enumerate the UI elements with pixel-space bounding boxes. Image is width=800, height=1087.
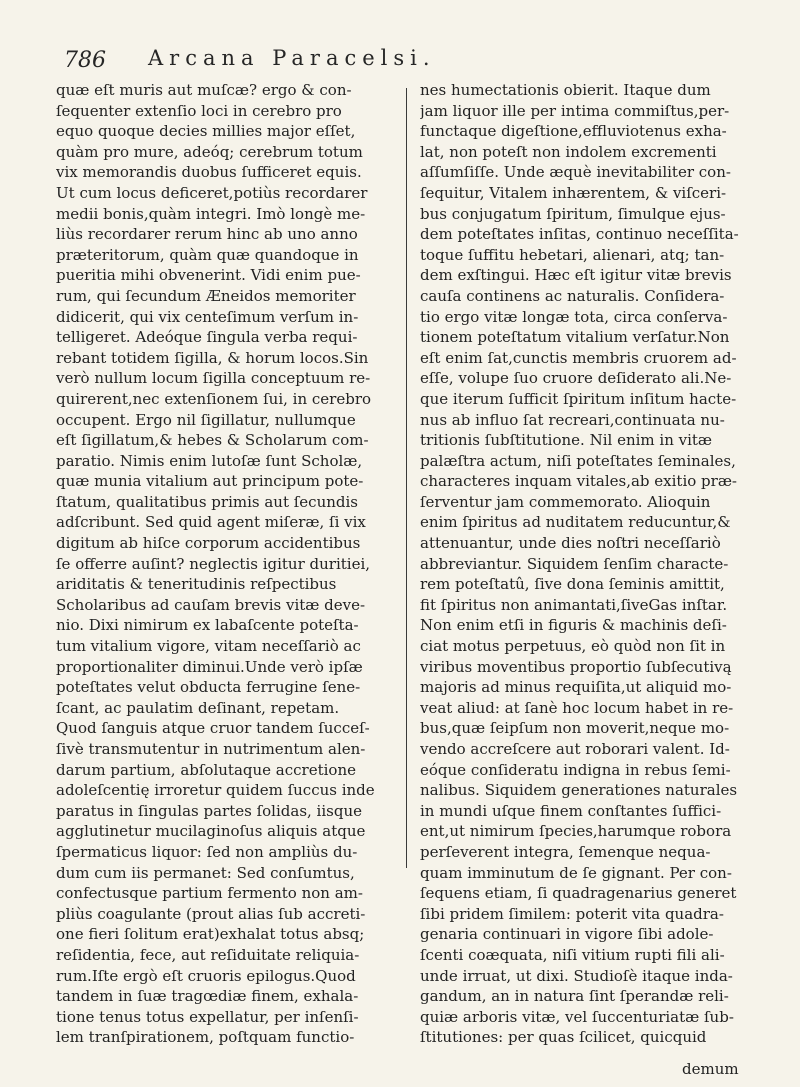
text-line: quæ munia vitalium aut principum pote- [56,472,364,491]
text-line: telligeret. Adeóque ſingula verba requi- [56,328,358,347]
text-line: rum, qui ſecundum Æneidos memoriter [56,286,356,305]
text-line: dem poteſtates inſitas, continuo neceſſita- [420,225,739,244]
text-line: que iterum ſufficit ſpiritum inſitum hacte- [420,389,737,408]
text-line: ſe offerre auſint? neglectis igitur duritiei, [56,554,371,573]
text-line: ſtitutiones: per quas ſcilicet, quicquid [420,1028,707,1047]
text-line: abbreviantur. Siquidem ſenſim characte- [420,554,729,573]
text-line: præteritorum, quàm quæ quandoque in [56,245,359,264]
text-line: vix memorandis duobus ſufficeret equis. [56,163,362,182]
text-line: pliùs coagulante (prout alias ſub accreti- [56,904,366,923]
text-line: eſſe, volupe ſuo cruore deſiderato ali.Ne- [420,369,732,388]
text-line: tum vitalium vigore, vitam neceſſariò ac [56,637,361,656]
text-line: ſcant, ac paulatim deſinant, repetam. [56,698,340,717]
text-line: Ut cum locus deficeret,potiùs recordarer [56,183,368,202]
text-line: fit ſpiritus non animantati,ſiveGas inſtar. [420,595,728,614]
text-line: genaria continuari in vigore ſibi adole- [420,925,714,944]
text-line: unde irruat, ut dixi. Studioſè itaque inda- [420,966,733,985]
text-line: jam liquor ille per intima commiſtus,per- [420,101,730,120]
text-line: rebant totidem ſigilla, & horum locos.Sin [56,348,369,367]
text-line: palæſtra actum, niſi poteſtates ſeminales, [420,451,736,470]
text-line: paratio. Nimis enim lutoſæ ſunt Scholæ, [56,451,363,470]
text-line: proportionaliter diminui.Unde verò ipſæ [56,657,363,676]
text-line: viribus moventibus proportio ſubſecutivą [420,657,732,676]
text-line: nes humectationis obierit. Itaque dum [420,81,711,99]
text-line: ſerventur jam commemorato. Alioquin [420,492,711,511]
text-line: rum.Iſte ergò eſt cruoris epilogus.Quod [56,966,356,985]
text-line: tritionis ſubſtitutione. Nil enim in vitæ [420,431,713,450]
text-line: ſpermaticus liquor: ſed non ampliùs du- [56,842,358,861]
text-line: eóque conſideratu indigna in rebus ſemi- [420,760,731,779]
page-header [0,44,800,74]
text-line: majoris ad minus requiſita,ut aliquid mo- [420,678,732,697]
text-line: quam imminutum de ſe gignant. Per con- [420,863,732,882]
text-line: ſcenti coæquata, niſi vitium rupti fili ali- [420,945,725,964]
text-line: quiæ arboris vitæ, vel ſuccenturiatæ ſub- [420,1007,734,1026]
text-line: Quod ſanguis atque cruor tandem ſucceſ- [56,719,370,738]
right-text-column [420,80,750,1048]
text-line: ciat motus perpetuus, eò quòd non ſit in [420,637,726,656]
text-line: didicerit, qui vix centeſimum verſum in- [56,307,359,326]
text-line: reſidentia, fece, aut reſiduitate reliquia- [56,945,360,964]
text-line: Non enim etſi in figuris & machinis deſi- [420,616,727,635]
text-line: ent,ut nimirum ſpecies,harumque robora [420,822,732,841]
text-line: pueritia mihi obvenerint. Vidi enim pue- [56,266,361,285]
text-line: quirerent,nec extenſionem ſui, in cerebro [56,389,372,408]
text-line: darum partium, abſolutaque accretione [56,760,356,779]
text-line: eſt enim ſat,cunctis membris cruorem ad- [420,348,737,367]
text-line: tio ergo vitæ longæ tota, circa conſerva- [420,307,728,326]
text-line: ſequitur, Vitalem inhærentem, & viſceri- [420,183,727,202]
text-line: tandem in ſuæ tragœdiæ finem, exhala- [56,987,359,1006]
text-line: vendo accreſcere aut roborari valent. Id- [420,740,730,758]
text-line: ariditatis & teneritudinis reſpectibus [56,575,337,594]
catchword: demum [682,1060,739,1078]
text-line: ſivè transmutentur in nutrimentum alen- [56,740,366,758]
text-line: liùs recordarer rerum hinc ab uno anno [56,225,358,244]
text-line: functaque digeſtione,effluviotenus exha- [420,122,727,141]
text-line: one fieri ſolitum erat)exhalat totus absq; [56,925,365,944]
text-line: Scholaribus ad cauſam brevis vitæ deve- [56,595,366,614]
text-line: rem poteſtatû, ſive dona ſeminis amittit, [420,575,725,594]
text-line: characteres inquam vitales,ab exitio præ- [420,472,737,491]
text-line: aſſumſiſſe. Unde æquè inevitabiliter con- [420,163,731,182]
text-line: medii bonis,quàm integri. Imò longè me- [56,204,366,223]
column-divider [406,88,407,868]
text-line: agglutinetur mucilaginoſus aliquis atque [56,822,366,841]
text-line: ſequenter extenſio loci in cerebro pro [56,101,342,120]
text-line: perſeverent integra, ſemenque nequa- [420,842,711,861]
left-text-column [56,80,386,1048]
text-line: gandum, an in natura ſint ſperandæ reli- [420,987,729,1006]
text-line: adoleſcentię irroretur quidem ſuccus inde [56,781,375,800]
text-line: poteſtates velut obducta ferrugine ſene- [56,678,361,697]
text-line: dum cum iis permanet: Sed conſumtus, [56,863,355,882]
text-line: nalibus. Siquidem generationes naturales [420,781,738,800]
text-line: ſequens etiam, ſi quadragenarius generet [420,884,737,903]
text-line: eſt ſigillatum,& hebes & Scholarum com- [56,431,369,450]
text-line: confectusque partium fermento non am- [56,884,363,903]
text-line: lem tranſpirationem, poſtquam functio- [56,1028,355,1047]
text-line: paratus in ſingulas partes ſolidas, iisque [56,801,362,820]
running-head: Arcana Paracelsi. [148,46,436,70]
text-line: quàm pro mure, adeóq; cerebrum totum [56,142,363,161]
text-line: toque ſuffitu hebetari, alienari, atq; tan- [420,245,725,264]
text-line: bus conjugatum ſpiritum, ſimulque ejus- [420,204,726,223]
text-line: dem exſtingui. Hæc eſt igitur vitæ brevis [420,266,732,285]
text-line: digitum ab hiſce corporum accidentibus [56,534,361,553]
page-number: 786 [64,48,106,73]
text-line: tione tenus totus expellatur, per inſenſi- [56,1007,359,1026]
text-line: verò nullum locum ſigilla conceptuum re- [56,369,371,388]
text-line: in mundi uſque finem conſtantes ſuffici- [420,801,722,820]
text-line: quæ eſt muris aut muſcæ? ergo & con- [56,81,352,99]
text-line: lat, non poteſt non indolem excrementi [420,142,717,161]
text-line: nio. Dixi nimirum ex labaſcente poteſta- [56,616,359,635]
text-line: equo quoque decies millies major eſſet, [56,122,356,141]
text-line: veat aliud: at ſanè hoc locum habet in re- [420,698,734,717]
text-line: tionem poteſtatum vitalium verſatur.Non [420,328,730,347]
text-line: cauſa continens ac naturalis. Conſidera- [420,286,725,305]
text-line: nus ab influo ſat recreari,continuata nu- [420,410,725,429]
text-line: attenuantur, unde dies noſtri neceſſariò [420,534,721,553]
text-line: occupent. Ergo nil ſigillatur, nullumque [56,410,356,429]
text-line: adſcribunt. Sed quid agent miſeræ, ſi vix [56,513,366,532]
text-line: ſtatum, qualitatibus primis aut ſecundis [56,492,358,511]
text-line: enim ſpiritus ad nuditatem reducuntur,& [420,513,731,532]
text-line: ſibi pridem ſimilem: poterit vita quadra- [420,904,724,923]
text-line: bus,quæ ſeipſum non moverit,neque mo- [420,719,730,738]
